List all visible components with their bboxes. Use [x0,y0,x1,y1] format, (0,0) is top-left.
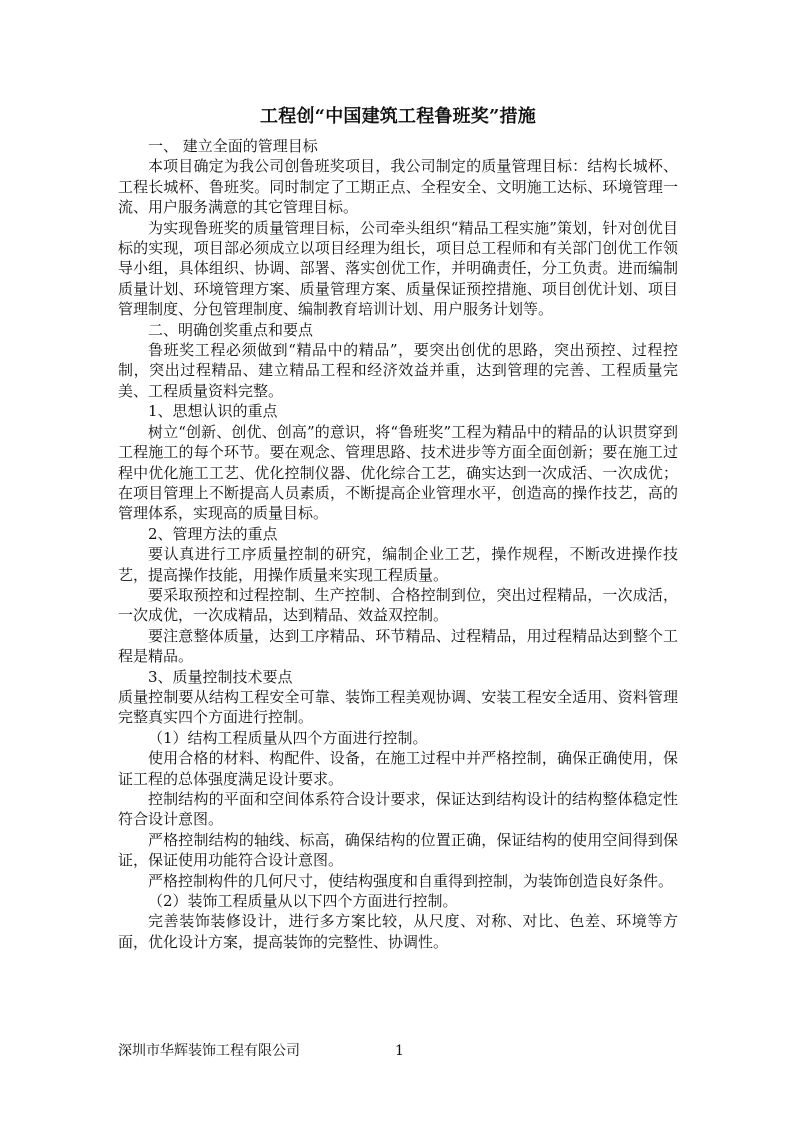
document-title: 工程创“中国建筑工程鲁班奖”措施 [260,106,536,127]
section-heading: 二、明确创奖重点和要点 [148,320,314,339]
body-paragraph: 完善装饰装修设计，进行多方案比较，从尺度、对称、对比、色差、环境等方面，优化设计方案，提高装饰的完整性、协调性。 [118,912,678,951]
body-paragraph: 本项目确定为我公司创鲁班奖项目，我公司制定的质量管理目标：结构长城杯、工程长城杯、鲁班奖。同时制定了工期正点、全程安全、文明施工达标、环境管理一流、用户服务满意的其它管理目标。 [118,157,678,217]
section-heading: （1）结构工程质量从四个方面进行控制。 [148,728,428,747]
body-paragraph: 鲁班奖工程必须做到“精品中的精品”，要突出创优的思路，突出预控、过程控制，突出过程精品、建立精品工程和经济效益并重，达到管理的完善、工程质量完美、工程质量资料完整。 [118,341,678,400]
document-page [118,104,678,952]
body-paragraph: 严格控制结构的轴线、标高，确保结构的位置正确，保证结构的使用空间得到保证，保证使用功能符合设计意图。 [118,830,678,870]
body-paragraph: 要采取预控和过程控制、生产控制、合格控制到位，突出过程精品，一次成活，一次成优，一次成精品，达到精品、效益双控制。 [118,585,678,625]
body-paragraph: 使用合格的材料、构配件、设备，在施工过程中并严格控制，确保正确使用，保证工程的总体强度满足设计要求。 [118,749,678,788]
body-paragraph: 要注意整体质量，达到工序精品、环节精品、过程精品，用过程精品达到整个工程是精品。 [118,626,678,666]
body-paragraph: 严格控制构件的几何尺寸，使结构强度和自重得到控制，为装饰创造良好条件。 [148,871,674,890]
section-heading: 2、管理方法的重点 [148,524,278,543]
page-footer [118,1041,678,1061]
section-heading: 1、思想认识的重点 [148,402,278,421]
section-heading: 3、质量控制技术要点 [148,667,293,686]
body-paragraph: 要认真进行工序质量控制的研究，编制企业工艺，操作规程，不断改进操作技艺，提高操作技能，用操作质量来实现工程质量。 [118,545,678,584]
footer-company-name: 深圳市华辉装饰工程有限公司 [118,1043,300,1059]
body-paragraph: 控制结构的平面和空间体系符合设计要求，保证达到结构设计的结构整体稳定性符合设计意图。 [118,790,678,829]
body-paragraph: 为实现鲁班奖的质量管理目标，公司牵头组织“精品工程实施”策划，针对创优目标的实现，项目部必须成立以项目经理为组长，项目总工程师和有关部门创优工作领导小组，具体组织、协调、部署、落实创优工作，并明确责任，分工负责。进而编制质量计划、环境管理方案、质量管理方案、质量保证预控措施、项目创优计划、项目管理制度、分包管理制度、编制教育培训计划、用户服务计划等。 [118,218,678,319]
body-paragraph: 质量控制要从结构工程安全可靠、装饰工程美观协调、安装工程安全适用、资料管理完整真实四个方面进行控制。 [118,687,678,727]
section-heading: （2）装饰工程质量从以下四个方面进行控制。 [148,892,458,911]
section-heading: 一、 建立全面的管理目标 [148,137,318,155]
document-body [118,136,678,952]
footer-page-number: 1 [395,1043,404,1059]
body-paragraph: 树立“创新、创优、创高”的意识，将“鲁班奖”工程为精品中的精品的认识贯穿到工程施工的每个环节。要在观念、管理思路、技术进步等方面全面创新；要在施工过程中优化施工工艺、优化控制仪器、优化综合工艺，确实达到一次成活、一次成优；在项目管理上不断提高人员素质，不断提高企业管理水平，创造高的操作技艺，高的管理体系，实现高的质量目标。 [118,422,678,523]
